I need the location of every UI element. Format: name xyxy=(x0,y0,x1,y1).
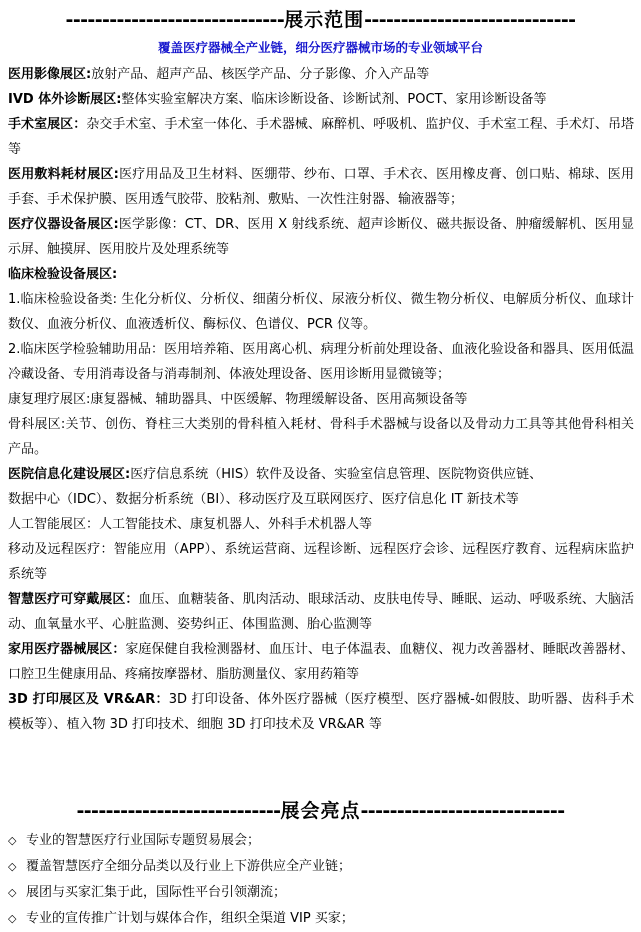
range-text: 移动及远程医疗：智能应用（APP）、系统运营商、远程诊断、远程医疗会诊、远程医疗教育、远程病床监护系统等 xyxy=(8,542,634,582)
range-item xyxy=(8,62,634,87)
range-label: 临床检验设备展区: xyxy=(8,267,118,282)
range-text: 骨科展区:关节、创伤、脊柱三大类别的骨科植入耗材、骨科手术器械与设备以及骨动力工具等其他骨科相关产品。 xyxy=(8,417,634,457)
highlight-text: 覆盖智慧医疗全细分品类以及行业上下游供应全产业链； xyxy=(26,859,352,874)
highlights-heading xyxy=(0,799,641,823)
range-text: 血压、血糖装备、肌肉活动、眼球活动、皮肤电传导、睡眠、运动、呼吸系统、大脑活动、血氧量水平、心脏监测、姿势纠正、体围监测、胎心监测等 xyxy=(8,592,634,632)
range-label: 医疗仪器设备展区: xyxy=(8,217,119,232)
range-item xyxy=(8,337,634,387)
range-item xyxy=(8,462,634,487)
highlight-text: 展团与买家汇集于此，国际性平台引领潮流； xyxy=(26,885,287,900)
heading-dashes-right: ---------------------------- xyxy=(360,800,565,822)
range-label: 医用影像展区: xyxy=(8,67,92,82)
range-text: 2.临床医学检验辅助用品：医用培养箱、医用离心机、病理分析前处理设备、血液化验设备和器具、医用低温冷藏设备、专用消毒设备与消毒制剂、体液处理设备、医用诊断用显微镜等； xyxy=(8,342,634,382)
range-text: 医疗用品及卫生材料、医绷带、纱布、口罩、手术衣、医用橡皮膏、创口贴、棉球、医用手套、手术保护膜、医用透气胶带、胶粘剂、敷贴、一次性注射器、输液器等； xyxy=(8,167,634,207)
range-item xyxy=(8,162,634,212)
diamond-bullet-icon: ◇ xyxy=(8,860,17,873)
list-item xyxy=(8,828,634,854)
range-text: 数据中心（IDC）、数据分析系统（BI）、移动医疗及互联网医疗、医疗信息化 IT 新技术等 xyxy=(8,492,519,507)
range-text: 人工智能展区：人工智能技术、康复机器人、外科手术机器人等 xyxy=(8,517,373,532)
range-label: IVD 体外诊断展区: xyxy=(8,92,122,107)
diamond-bullet-icon: ◇ xyxy=(8,886,17,899)
range-text: 医疗信息系统（HIS）软件及设备、实验室信息管理、医院物资供应链、 xyxy=(130,467,543,482)
range-text: 1.临床检验设备类: 生化分析仪、分析仪、细菌分析仪、尿液分析仪、微生物分析仪、电解质分析仪、血球计数仪、血液分析仪、血液透析仪、酶标仪、色谱仪、PCR 仪等。 xyxy=(8,292,634,332)
highlights-list xyxy=(8,828,634,932)
range-text: 医学影像：CT、DR、医用 X 射线系统、超声诊断仪、磁共振设备、肿瘤缓解机、医用显示屏、触摸屏、医用胶片及处理系统等 xyxy=(8,217,634,257)
exhibit-range-title: 展示范围 xyxy=(284,9,365,31)
highlights-title: 展会亮点 xyxy=(280,800,361,822)
range-item xyxy=(8,412,634,462)
range-text: 家庭保健自我检测器材、血压计、电子体温表、血糖仪、视力改善器材、睡眠改善器材、口腔卫生健康用品、疼痛按摩器材、脂肪测量仪、家用药箱等 xyxy=(8,642,634,682)
range-item xyxy=(8,212,634,262)
range-item xyxy=(8,262,634,287)
highlight-text: 专业的宣传推广计划与媒体合作，组织全渠道 VIP 买家； xyxy=(26,911,354,926)
range-text: 3D 打印设备、体外医疗器械（医疗模型、医疗器械-如假肢、助听器、齿科手术模板等）、植入物 3D 打印技术、细胞 3D 打印技术及 VR&AR 等 xyxy=(8,692,634,732)
range-item xyxy=(8,687,634,737)
diamond-bullet-icon: ◇ xyxy=(8,912,17,925)
range-item xyxy=(8,112,634,162)
range-item xyxy=(8,637,634,687)
diamond-bullet-icon: ◇ xyxy=(8,834,17,847)
heading-dashes-left: ---------------------------- xyxy=(76,800,281,822)
range-text: 杂交手术室、手术室一体化、手术器械、麻醉机、呼吸机、监护仪、手术室工程、手术灯、吊塔等 xyxy=(8,117,634,157)
range-label: 3D 打印展区及 VR&AR： xyxy=(8,692,169,707)
exhibit-range-list xyxy=(8,62,634,737)
range-label: 手术室展区： xyxy=(8,117,87,132)
range-label: 医用敷料耗材展区: xyxy=(8,167,119,182)
range-item xyxy=(8,287,634,337)
range-label: 智慧医疗可穿戴展区： xyxy=(8,592,139,607)
range-item xyxy=(8,387,634,412)
range-item xyxy=(8,87,634,112)
list-item xyxy=(8,880,634,906)
exhibit-range-subtitle: 覆盖医疗器械全产业链，细分医疗器械市场的专业领域平台 xyxy=(157,40,483,55)
range-text: 康复理疗展区:康复器械、辅助器具、中医缓解、物理缓解设备、医用高频设备等 xyxy=(8,392,468,407)
list-item xyxy=(8,906,634,932)
range-item xyxy=(8,487,634,512)
highlight-text: 专业的智慧医疗行业国际专题贸易展会； xyxy=(26,833,261,848)
exhibit-range-heading xyxy=(0,8,641,32)
range-item xyxy=(8,587,634,637)
range-label: 医院信息化建设展区: xyxy=(8,467,131,482)
range-label: 家用医疗器械展区： xyxy=(8,642,126,657)
range-text: 整体实验室解决方案、临床诊断设备、诊断试剂、POCT、家用诊断设备等 xyxy=(121,92,547,107)
range-item xyxy=(8,512,634,537)
list-item xyxy=(8,854,634,880)
heading-dashes-left: ------------------------------ xyxy=(65,9,285,31)
heading-dashes-right: ----------------------------- xyxy=(364,9,576,31)
range-item xyxy=(8,537,634,587)
range-text: 放射产品、超声产品、核医学产品、分子影像、介入产品等 xyxy=(91,67,430,82)
